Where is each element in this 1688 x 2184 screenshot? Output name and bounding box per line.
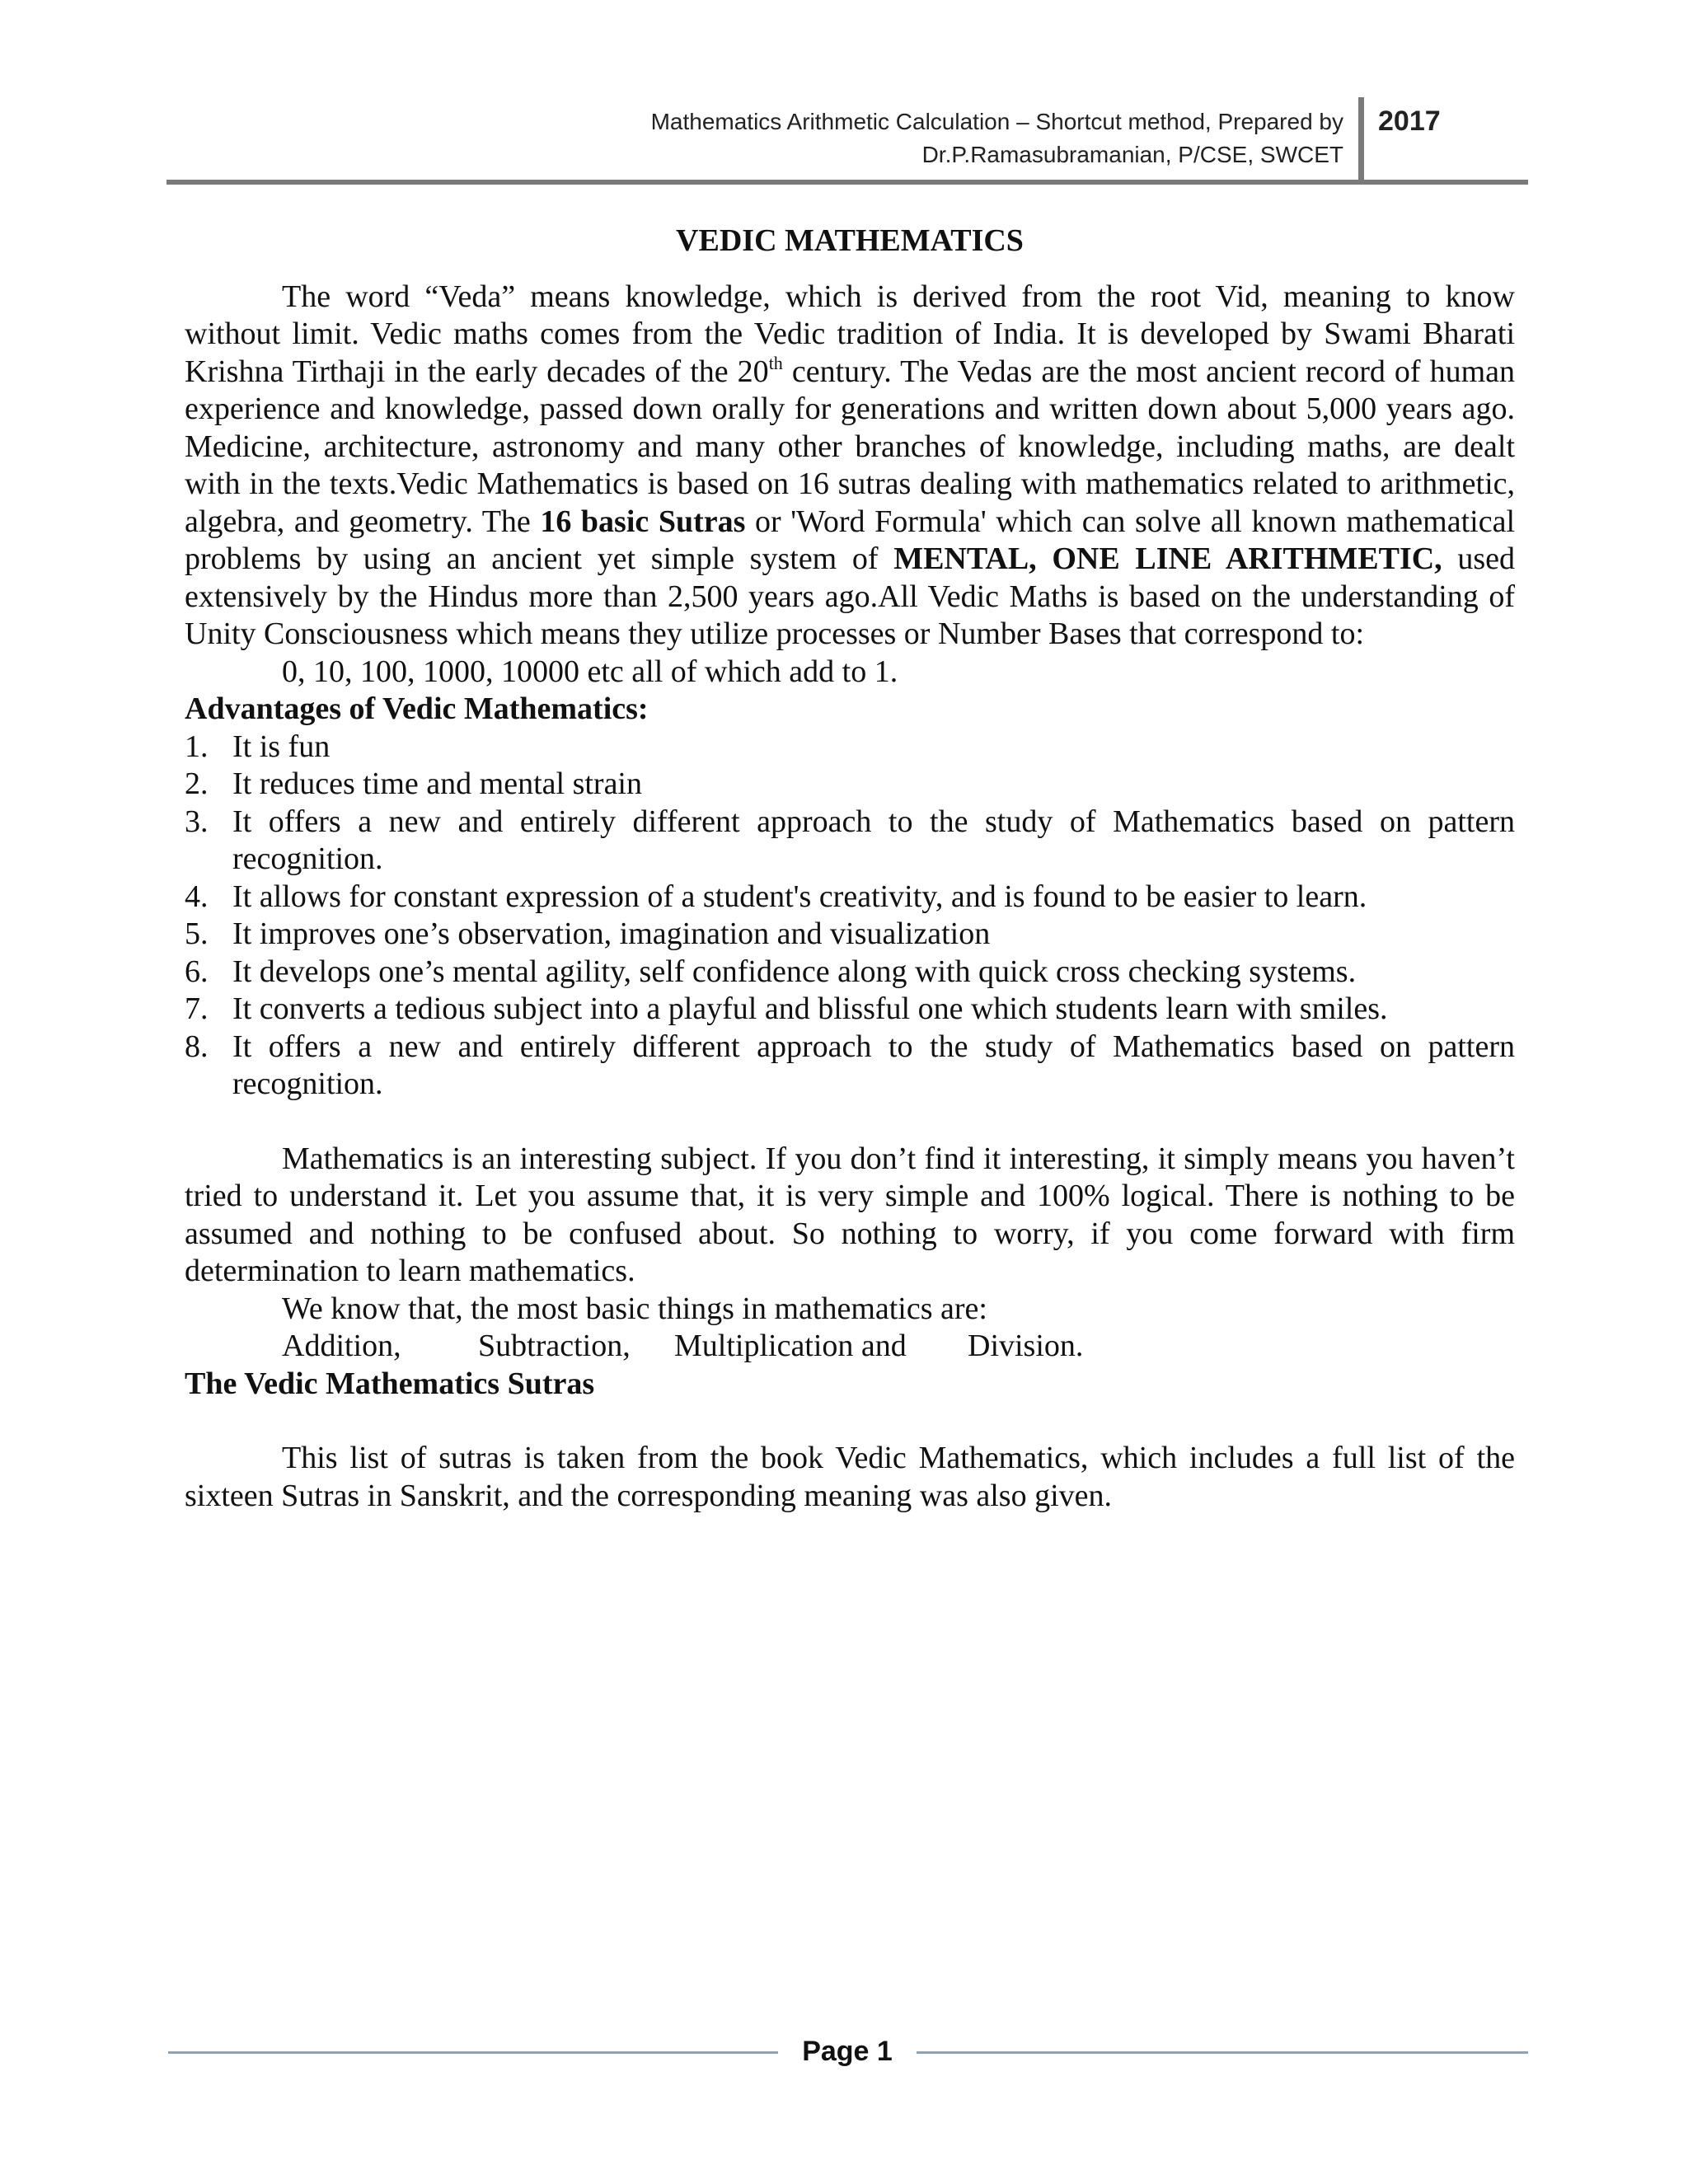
intro-text-4: used extensively by the Hindus more than 2,500 years ago.All Vedic Maths is based on the understanding of Unity Consciousness which means they utilize processes or Number Bases that correspond to: (185, 541, 1515, 651)
intro-paragraph (185, 279, 1515, 654)
basic-things-line: We know that, the most basic things in mathematics are: (282, 1291, 987, 1326)
list-item-number: 8. (185, 1029, 209, 1064)
page-number: Page 1 (802, 2036, 893, 2067)
intro-text-1: The word “Veda” means knowledge, which is derived from the root Vid, meaning to know without limit. Vedic maths comes from the Vedic tradition of India. It is developed by Swami Bharati Krishna Tirthaji in the early decades of the 20 (185, 279, 1515, 389)
header-year: 2017 (1378, 105, 1441, 137)
intro-superscript: th (768, 352, 783, 373)
list-item-number: 5. (185, 916, 209, 951)
intro-bold-sutras: 16 basic Sutras (540, 504, 746, 539)
list-item-number: 7. (185, 991, 209, 1026)
header-rule (166, 180, 1528, 185)
operation-subtraction: Subtraction, (478, 1329, 631, 1363)
list-item-text: It is fun (232, 729, 331, 764)
list-item-text: It converts a tedious subject into a playful and blissful one which students learn with smiles. (232, 991, 1388, 1026)
list-item-text: It improves one’s observation, imagination and visualization (232, 916, 991, 951)
advantages-heading: Advantages of Vedic Mathematics: (185, 691, 649, 726)
list-item (185, 916, 1515, 954)
list-item-text: It develops one’s mental agility, self confidence along with quick cross checking systems. (232, 954, 1357, 989)
operation-addition: Addition, (282, 1329, 401, 1363)
header-vertical-rule (1358, 97, 1364, 181)
list-item (185, 879, 1515, 916)
list-item-number: 3. (185, 804, 209, 839)
operation-division: Division. (968, 1329, 1084, 1363)
operation-multiplication: Multiplication and (674, 1329, 907, 1363)
number-bases-line: 0, 10, 100, 1000, 10000 etc all of which add to 1. (282, 654, 898, 689)
page-body (185, 223, 1515, 1515)
intro-text-3: or 'Word Formula' which can solve all known mathematical problems by using an ancient yet simple system of (185, 504, 1515, 576)
list-item (185, 1029, 1515, 1104)
list-item (185, 766, 1515, 804)
list-item (185, 991, 1515, 1029)
footer-rule-left (168, 2051, 778, 2054)
header-line-2: Dr.P.Ramasubramanian, P/CSE, SWCET (921, 142, 1343, 167)
list-item (185, 804, 1515, 879)
intro-bold-arithmetic: MENTAL, ONE LINE ARITHMETIC, (893, 541, 1442, 576)
running-header (437, 105, 1343, 171)
list-item (185, 729, 1515, 766)
intro-text-2: century. The Vedas are the most ancient record of human experience and knowledge, passed down orally for generations and written down about 5,000 years ago. Medicine, architecture, astronomy and many other branches of knowledge, including maths, are dealt with in the texts.Vedic Mathematics is based on 16 sutras dealing with mathematics related to arithmetic, algebra, and geometry. The (185, 354, 1516, 539)
page-title: VEDIC MATHEMATICS (676, 223, 1024, 258)
sutras-heading: The Vedic Mathematics Sutras (185, 1366, 595, 1401)
header-line-1: Mathematics Arithmetic Calculation – Shortcut method, Prepared by (650, 109, 1343, 134)
list-item-number: 2. (185, 766, 209, 801)
list-item-number: 4. (185, 879, 209, 914)
list-item-text: It reduces time and mental strain (232, 766, 642, 801)
list-item-number: 1. (185, 729, 209, 764)
list-item (185, 954, 1515, 991)
footer-rule-right (917, 2051, 1528, 2054)
list-item-number: 6. (185, 954, 209, 989)
list-item-text: It offers a new and entirely different approach to the study of Mathematics based on pattern recognition. (232, 804, 1515, 876)
list-item-text: It allows for constant expression of a student's creativity, and is found to be easier to learn. (232, 879, 1367, 914)
advantages-list (185, 729, 1515, 1104)
interest-paragraph: Mathematics is an interesting subject. If you don’t find it interesting, it simply means you haven’t tried to understand it. Let you assume that, it is very simple and 100% logical. There is nothing to be assumed and nothing to be confused about. So nothing to worry, if you come forward with firm determination to learn mathematics. (185, 1141, 1515, 1288)
sutras-paragraph: This list of sutras is taken from the book Vedic Mathematics, which includes a full list of the sixteen Sutras in Sanskrit, and the corresponding meaning was also given. (185, 1441, 1515, 1513)
operations-row (185, 1328, 1515, 1366)
list-item-text: It offers a new and entirely different approach to the study of Mathematics based on pattern recognition. (232, 1029, 1515, 1101)
